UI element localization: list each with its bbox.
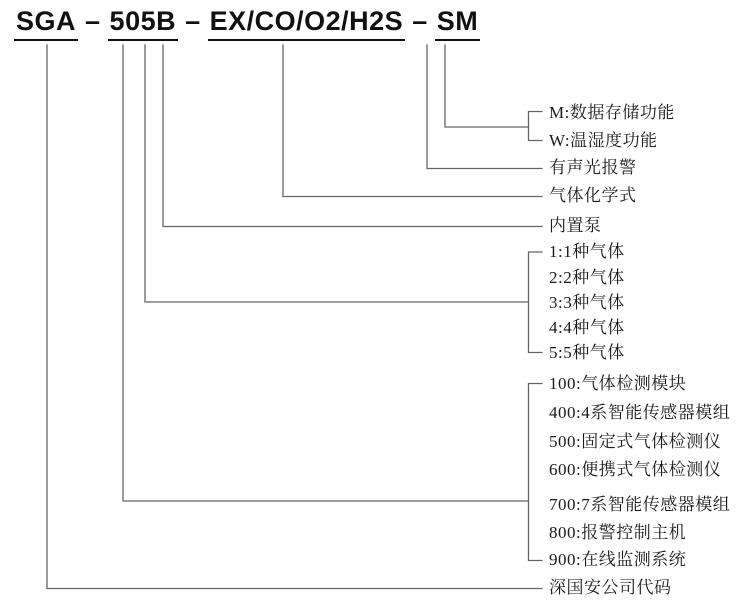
separator-dash: –: [412, 6, 428, 36]
connector-gas-formula: [283, 45, 542, 197]
model-segment-series: 505B: [108, 6, 179, 41]
label-gas-count-5: 5:5种气体: [549, 343, 625, 362]
label-series-900: 900:在线监测系统: [549, 550, 687, 569]
label-gas-count-3: 3:3种气体: [549, 293, 625, 312]
connector-pump-letter: [163, 45, 542, 227]
separator-dash: –: [85, 6, 101, 36]
label-series-500: 500:固定式气体检测仪: [549, 432, 722, 451]
connector-gas-count-digit: [145, 45, 529, 302]
label-series-400: 400:4系智能传感器模组: [549, 403, 731, 422]
separator-dash: –: [185, 6, 201, 36]
label-gas-formula: 气体化学式: [549, 186, 637, 205]
bracket-gas-count: [529, 252, 543, 353]
label-series-600: 600:便携式气体检测仪: [549, 460, 722, 479]
label-sound-light-alarm: 有声光报警: [549, 158, 637, 177]
connector-mw-letter: [445, 45, 529, 127]
bracket-series: [529, 384, 543, 561]
model-segment-brand: SGA: [14, 6, 78, 41]
label-gas-count-4: 4:4种气体: [549, 318, 625, 337]
label-company-code: 深国安公司代码: [549, 578, 672, 597]
label-series-800: 800:报警控制主机: [549, 523, 687, 542]
label-built-in-pump: 内置泵: [549, 216, 602, 235]
label-gas-count-2: 2:2种气体: [549, 268, 625, 287]
label-temp-humidity: W:温湿度功能: [549, 131, 658, 150]
model-segment-options: SM: [435, 6, 481, 41]
bracket-mw-options: [529, 112, 543, 141]
model-segment-gases: EX/CO/O2/H2S: [208, 6, 406, 41]
label-gas-count-1: 1:1种气体: [549, 242, 625, 261]
label-data-storage: M:数据存储功能: [549, 103, 675, 122]
label-series-700: 700:7系智能传感器模组: [549, 495, 731, 514]
connector-alarm-letter: [427, 45, 542, 169]
connector-series-digit: [123, 45, 529, 501]
label-series-100: 100:气体检测模块: [549, 374, 687, 393]
